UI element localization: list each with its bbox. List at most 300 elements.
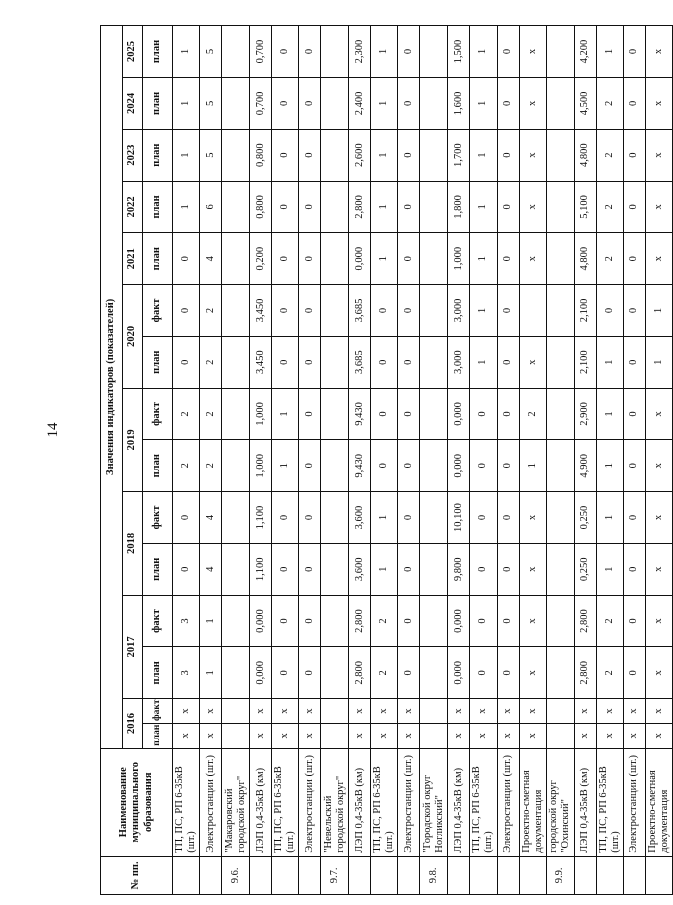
- value-cell: 5: [200, 26, 222, 78]
- value-cell: 4,200: [574, 26, 596, 78]
- empty-cell: [222, 647, 250, 699]
- value-cell: 1,700: [448, 129, 470, 181]
- empty-cell: [321, 285, 349, 337]
- value-cell: 1,000: [448, 233, 470, 285]
- value-cell: х: [596, 723, 623, 748]
- value-cell: 0: [398, 233, 420, 285]
- value-cell: 0,000: [448, 647, 470, 699]
- value-cell: х: [299, 723, 321, 748]
- value-cell: 0: [272, 647, 299, 699]
- value-cell: 2: [200, 285, 222, 337]
- value-cell: 3,600: [349, 543, 371, 595]
- value-cell: 1: [173, 129, 200, 181]
- year-header: 2017: [123, 595, 143, 699]
- row-number: [519, 856, 546, 894]
- value-cell: 0,000: [448, 388, 470, 440]
- value-cell: 2,400: [349, 78, 371, 130]
- value-cell: х: [200, 699, 222, 724]
- value-cell: х: [519, 543, 546, 595]
- value-cell: 0: [173, 492, 200, 544]
- value-cell: 0: [299, 181, 321, 233]
- value-cell: 1: [596, 388, 623, 440]
- value-cell: 0: [623, 78, 645, 130]
- empty-cell: [420, 181, 448, 233]
- value-cell: 0: [272, 336, 299, 388]
- value-cell: 0: [596, 285, 623, 337]
- value-cell: 5: [200, 78, 222, 130]
- value-cell: х: [250, 699, 272, 724]
- value-cell: х: [398, 723, 420, 748]
- value-cell: 1: [371, 233, 398, 285]
- value-cell: 0: [398, 388, 420, 440]
- value-cell: х: [645, 723, 672, 748]
- value-cell: 2: [200, 440, 222, 492]
- indicator-name: ТП, ПС, РП 6-35кВ (шт.): [596, 748, 623, 856]
- empty-cell: [546, 78, 574, 130]
- empty-cell: [546, 285, 574, 337]
- value-cell: 2: [200, 388, 222, 440]
- empty-cell: [222, 129, 250, 181]
- row-number: 9.9.: [546, 856, 574, 894]
- value-cell: х: [299, 699, 321, 724]
- value-cell: х: [371, 699, 398, 724]
- subcol-header: факт: [143, 699, 173, 724]
- value-cell: 1: [371, 492, 398, 544]
- value-cell: 0: [497, 492, 519, 544]
- value-cell: х: [623, 699, 645, 724]
- table-row: [250, 26, 272, 895]
- value-cell: 2,800: [574, 647, 596, 699]
- value-cell: 0: [623, 388, 645, 440]
- value-cell: 2,800: [349, 181, 371, 233]
- value-cell: х: [645, 26, 672, 78]
- value-cell: 0,800: [250, 181, 272, 233]
- row-number: [645, 856, 672, 894]
- value-cell: 0: [272, 595, 299, 647]
- value-cell: 1,500: [448, 26, 470, 78]
- value-cell: 2: [596, 233, 623, 285]
- value-cell: 0,700: [250, 26, 272, 78]
- subcol-header: план: [143, 129, 173, 181]
- value-cell: 2,100: [574, 336, 596, 388]
- value-cell: 3: [173, 595, 200, 647]
- value-cell: х: [519, 233, 546, 285]
- value-cell: 0: [497, 336, 519, 388]
- value-cell: 1: [596, 440, 623, 492]
- empty-cell: [321, 388, 349, 440]
- value-cell: 1: [173, 26, 200, 78]
- indicator-name: ТП, ПС, РП 6-35кВ (шт.): [272, 748, 299, 856]
- table-row: [398, 26, 420, 895]
- empty-cell: [420, 26, 448, 78]
- municipality-name: "Невельский городской округ": [321, 748, 349, 856]
- table-row: [173, 26, 200, 895]
- empty-cell: [321, 336, 349, 388]
- value-cell: х: [645, 78, 672, 130]
- empty-cell: [420, 543, 448, 595]
- table-row: [574, 26, 596, 895]
- year-header: 2023: [123, 129, 143, 181]
- value-cell: 1: [371, 129, 398, 181]
- empty-cell: [222, 26, 250, 78]
- year-header: 2025: [123, 26, 143, 78]
- subcol-header: план: [143, 78, 173, 130]
- empty-cell: [546, 723, 574, 748]
- value-cell: 1: [596, 492, 623, 544]
- value-cell: 0: [398, 492, 420, 544]
- value-cell: х: [398, 699, 420, 724]
- empty-cell: [222, 181, 250, 233]
- empty-cell: [222, 440, 250, 492]
- empty-cell: [222, 78, 250, 130]
- subcol-header: факт: [143, 492, 173, 544]
- table-row: [272, 26, 299, 895]
- group-row: [546, 26, 574, 895]
- value-cell: 0: [398, 129, 420, 181]
- empty-cell: [321, 440, 349, 492]
- value-cell: 0: [272, 233, 299, 285]
- value-cell: 0: [371, 285, 398, 337]
- subcol-header: план: [143, 26, 173, 78]
- value-cell: 0: [398, 26, 420, 78]
- value-cell: х: [173, 723, 200, 748]
- value-cell: 0: [623, 647, 645, 699]
- value-cell: 0: [299, 492, 321, 544]
- empty-cell: [546, 181, 574, 233]
- value-cell: 3: [173, 647, 200, 699]
- value-cell: х: [519, 336, 546, 388]
- empty-cell: [222, 336, 250, 388]
- value-cell: х: [519, 723, 546, 748]
- value-cell: 1: [596, 543, 623, 595]
- subcol-header: факт: [143, 595, 173, 647]
- value-cell: 0: [497, 233, 519, 285]
- value-cell: х: [623, 723, 645, 748]
- value-cell: 1: [470, 336, 497, 388]
- value-cell: 0: [371, 440, 398, 492]
- value-cell: х: [497, 723, 519, 748]
- value-cell: 0: [299, 647, 321, 699]
- table-row: [596, 26, 623, 895]
- value-cell: 4: [200, 492, 222, 544]
- year-header: 2024: [123, 78, 143, 130]
- value-cell: 0: [272, 492, 299, 544]
- empty-cell: [222, 543, 250, 595]
- value-cell: х: [272, 699, 299, 724]
- value-cell: 0: [272, 26, 299, 78]
- row-number: [574, 856, 596, 894]
- value-cell: 2: [173, 440, 200, 492]
- empty-cell: [321, 543, 349, 595]
- value-cell: 5: [200, 129, 222, 181]
- row-number: [398, 856, 420, 894]
- value-cell: х: [349, 723, 371, 748]
- empty-cell: [222, 233, 250, 285]
- subcol-header: факт: [143, 388, 173, 440]
- value-cell: 0: [299, 26, 321, 78]
- empty-cell: [420, 647, 448, 699]
- value-cell: 0: [497, 129, 519, 181]
- value-cell: х: [272, 723, 299, 748]
- table-row: [645, 26, 672, 895]
- value-cell: 2: [596, 78, 623, 130]
- row-number: [250, 856, 272, 894]
- value-cell: х: [250, 723, 272, 748]
- value-cell: х: [645, 492, 672, 544]
- municipality-name: "Макаровский городской округ": [222, 748, 250, 856]
- value-cell: 1,800: [448, 181, 470, 233]
- value-cell: 0: [173, 336, 200, 388]
- subcol-header: план: [143, 440, 173, 492]
- value-cell: х: [596, 699, 623, 724]
- empty-cell: [546, 595, 574, 647]
- year-header: 2016: [123, 699, 143, 749]
- value-cell: х: [519, 181, 546, 233]
- value-cell: х: [200, 723, 222, 748]
- value-cell: х: [448, 723, 470, 748]
- value-cell: 0: [398, 647, 420, 699]
- value-cell: 0: [272, 543, 299, 595]
- empty-cell: [420, 440, 448, 492]
- value-cell: 3,450: [250, 336, 272, 388]
- table-row: [497, 26, 519, 895]
- empty-cell: [321, 595, 349, 647]
- value-cell: 1: [272, 440, 299, 492]
- empty-cell: [420, 78, 448, 130]
- value-cell: х: [371, 723, 398, 748]
- empty-cell: [321, 647, 349, 699]
- value-cell: 3,000: [448, 285, 470, 337]
- indicator-name: Электростанции (шт.): [299, 748, 321, 856]
- value-cell: 0: [371, 388, 398, 440]
- empty-cell: [546, 26, 574, 78]
- empty-cell: [546, 543, 574, 595]
- value-cell: 3,600: [349, 492, 371, 544]
- value-cell: 1,000: [250, 440, 272, 492]
- value-cell: х: [519, 78, 546, 130]
- empty-cell: [420, 699, 448, 724]
- year-header: 2020: [123, 285, 143, 389]
- value-cell: 2: [371, 647, 398, 699]
- empty-cell: [546, 647, 574, 699]
- value-cell: [519, 285, 546, 337]
- value-cell: 2: [596, 595, 623, 647]
- indicator-name: ТП, ПС, РП 6-35кВ (шт.): [173, 748, 200, 856]
- value-cell: х: [645, 699, 672, 724]
- empty-cell: [321, 723, 349, 748]
- empty-cell: [321, 699, 349, 724]
- value-cell: 0: [497, 647, 519, 699]
- row-number: [299, 856, 321, 894]
- empty-cell: [546, 440, 574, 492]
- indicator-name: Электростанции (шт.): [497, 748, 519, 856]
- row-number: [349, 856, 371, 894]
- empty-cell: [546, 492, 574, 544]
- value-cell: 0,200: [250, 233, 272, 285]
- value-cell: 2,800: [349, 595, 371, 647]
- value-cell: х: [519, 26, 546, 78]
- value-cell: х: [645, 647, 672, 699]
- table-row: [519, 26, 546, 895]
- empty-cell: [420, 233, 448, 285]
- empty-cell: [222, 285, 250, 337]
- value-cell: 1: [371, 26, 398, 78]
- empty-cell: [546, 233, 574, 285]
- value-cell: 0: [299, 233, 321, 285]
- empty-cell: [420, 388, 448, 440]
- value-cell: 1: [200, 647, 222, 699]
- value-cell: 2: [200, 336, 222, 388]
- indicator-name: ЛЭП 0,4-35кВ (км): [349, 748, 371, 856]
- empty-cell: [321, 78, 349, 130]
- subcol-header: план: [143, 723, 173, 748]
- value-cell: х: [519, 647, 546, 699]
- value-cell: 0: [398, 543, 420, 595]
- row-number: [272, 856, 299, 894]
- value-cell: 0: [398, 78, 420, 130]
- value-cell: 0: [470, 647, 497, 699]
- empty-cell: [420, 129, 448, 181]
- value-cell: 0,700: [250, 78, 272, 130]
- value-cell: 0: [623, 233, 645, 285]
- col-name-header: Наименование муниципального образования: [101, 748, 173, 856]
- row-number: [497, 856, 519, 894]
- value-cell: 0: [272, 78, 299, 130]
- value-cell: 3,685: [349, 336, 371, 388]
- row-number: [200, 856, 222, 894]
- empty-cell: [420, 336, 448, 388]
- value-cell: 2: [519, 388, 546, 440]
- value-cell: 0: [497, 26, 519, 78]
- value-cell: 0,000: [250, 595, 272, 647]
- empty-cell: [321, 181, 349, 233]
- empty-cell: [222, 595, 250, 647]
- value-cell: 0,000: [448, 595, 470, 647]
- value-cell: 0: [299, 78, 321, 130]
- value-cell: 1: [645, 336, 672, 388]
- empty-cell: [546, 388, 574, 440]
- value-cell: 4,800: [574, 129, 596, 181]
- empty-cell: [222, 723, 250, 748]
- value-cell: х: [519, 129, 546, 181]
- empty-cell: [420, 595, 448, 647]
- value-cell: 0,250: [574, 492, 596, 544]
- value-cell: 0: [623, 595, 645, 647]
- value-cell: 9,800: [448, 543, 470, 595]
- value-cell: 0: [623, 26, 645, 78]
- indicator-name: Электростанции (шт.): [200, 748, 222, 856]
- value-cell: 0: [470, 492, 497, 544]
- value-cell: х: [519, 595, 546, 647]
- subcol-header: план: [143, 233, 173, 285]
- empty-cell: [546, 699, 574, 724]
- value-cell: 0: [371, 336, 398, 388]
- indicator-name: ЛЭП 0,4-35кВ (км): [250, 748, 272, 856]
- value-cell: 1,000: [250, 388, 272, 440]
- value-cell: 0: [398, 336, 420, 388]
- value-cell: 0: [623, 492, 645, 544]
- empty-cell: [222, 492, 250, 544]
- value-cell: 1: [272, 388, 299, 440]
- value-cell: 2: [596, 647, 623, 699]
- value-cell: 0: [173, 233, 200, 285]
- value-cell: 0: [470, 543, 497, 595]
- value-cell: х: [448, 699, 470, 724]
- table-row: [448, 26, 470, 895]
- value-cell: 0: [299, 595, 321, 647]
- value-cell: х: [519, 492, 546, 544]
- value-cell: 1: [173, 78, 200, 130]
- row-number: [448, 856, 470, 894]
- value-cell: 0: [299, 543, 321, 595]
- municipality-name: городской округ "Охинский": [546, 748, 574, 856]
- value-cell: 0: [623, 129, 645, 181]
- value-cell: 0: [398, 440, 420, 492]
- value-cell: 0: [623, 336, 645, 388]
- value-cell: 2,800: [349, 647, 371, 699]
- value-cell: 2,600: [349, 129, 371, 181]
- table-row: [371, 26, 398, 895]
- subcol-header: план: [143, 543, 173, 595]
- value-cell: 1: [173, 181, 200, 233]
- value-cell: х: [645, 543, 672, 595]
- value-cell: 1: [645, 285, 672, 337]
- value-cell: 0: [272, 129, 299, 181]
- value-cell: 0: [623, 285, 645, 337]
- value-cell: 1: [470, 129, 497, 181]
- value-cell: 0: [398, 285, 420, 337]
- group-row: [420, 26, 448, 895]
- value-cell: 3,685: [349, 285, 371, 337]
- empty-cell: [420, 492, 448, 544]
- value-cell: 1: [470, 26, 497, 78]
- value-cell: 1: [371, 78, 398, 130]
- empty-cell: [420, 285, 448, 337]
- value-cell: 2,800: [574, 595, 596, 647]
- group-row: [222, 26, 250, 895]
- value-cell: х: [645, 388, 672, 440]
- value-cell: 0: [272, 181, 299, 233]
- empty-cell: [222, 699, 250, 724]
- subcol-header: план: [143, 181, 173, 233]
- value-cell: 0: [497, 543, 519, 595]
- value-cell: 0: [299, 388, 321, 440]
- value-cell: х: [574, 699, 596, 724]
- row-number: [470, 856, 497, 894]
- group-row: [321, 26, 349, 895]
- value-cell: х: [470, 699, 497, 724]
- value-cell: 4,800: [574, 233, 596, 285]
- value-cell: 2: [173, 388, 200, 440]
- empty-cell: [321, 492, 349, 544]
- value-cell: 0,000: [250, 647, 272, 699]
- value-cell: 1,100: [250, 543, 272, 595]
- subcol-header: план: [143, 647, 173, 699]
- value-cell: 1: [519, 440, 546, 492]
- value-cell: 1: [596, 26, 623, 78]
- empty-cell: [222, 388, 250, 440]
- value-cell: 2: [371, 595, 398, 647]
- value-cell: 3,000: [448, 336, 470, 388]
- table-row: [623, 26, 645, 895]
- value-cell: 1: [470, 78, 497, 130]
- col-num-header: № пп.: [101, 856, 173, 894]
- subcol-header: план: [143, 336, 173, 388]
- value-cell: 10,100: [448, 492, 470, 544]
- row-number: [596, 856, 623, 894]
- value-cell: 0,250: [574, 543, 596, 595]
- row-number: [371, 856, 398, 894]
